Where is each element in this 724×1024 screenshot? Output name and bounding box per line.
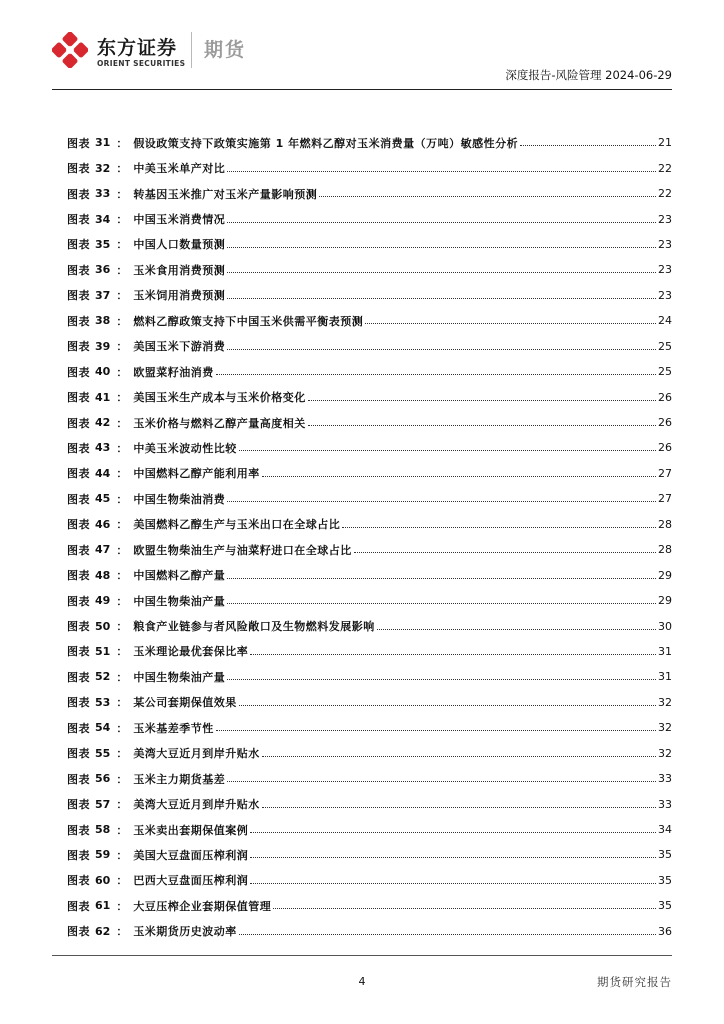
figure-number: 47 [95,543,111,557]
page-ref: 36 [658,924,672,938]
toc-entry[interactable] [67,130,672,155]
toc-entry[interactable] [67,232,672,257]
brand-sub-label: 期货 [204,39,247,61]
figure-label: 图表 [67,772,90,786]
separator: ： [116,594,128,608]
figure-number: 51 [95,644,111,658]
page-ref: 23 [658,237,672,251]
page-ref: 27 [658,492,672,506]
figure-title: 粮食产业链参与者风险敞口及生物燃料发展影响 [133,620,375,634]
dot-leader [308,400,656,401]
figure-number: 37 [95,288,111,302]
toc-entry[interactable] [67,308,672,333]
separator: ： [116,823,128,837]
toc-entry[interactable] [67,664,672,689]
figure-label: 图表 [67,467,90,481]
dot-leader [227,781,656,782]
dot-leader [273,908,656,909]
figure-number: 43 [95,441,111,455]
toc-entry[interactable] [67,893,672,918]
figure-label: 图表 [67,416,90,430]
toc-entry[interactable] [67,562,672,587]
figure-label: 图表 [67,543,90,557]
figure-title: 中国人口数量预测 [133,238,226,252]
dot-leader [250,883,656,884]
report-type-date: 深度报告-风险管理 2024-06-29 [505,68,672,82]
figure-number: 32 [95,161,111,175]
figure-title: 假设政策支持下政策实施第 1 年燃料乙醇对玉米消费量（万吨）敏感性分析 [133,136,519,150]
figure-list [67,130,672,944]
figure-label: 图表 [67,492,90,506]
figure-label: 图表 [67,314,90,328]
page-ref: 31 [658,670,672,684]
toc-entry[interactable] [67,842,672,867]
separator: ： [116,798,128,812]
figure-number: 45 [95,492,111,506]
dot-leader [227,349,656,350]
figure-number: 53 [95,695,111,709]
figure-title: 玉米价格与燃料乙醇产量高度相关 [133,416,306,430]
toc-entry[interactable] [67,155,672,180]
page-ref: 25 [658,365,672,379]
figure-label: 图表 [67,213,90,227]
figure-number: 41 [95,390,111,404]
dot-leader [354,552,656,553]
toc-entry[interactable] [67,919,672,944]
figure-title: 中国生物柴油消费 [133,492,226,506]
header-rule [52,89,672,90]
toc-entry[interactable] [67,868,672,893]
separator: ： [116,187,128,201]
page-ref: 28 [658,543,672,557]
separator: ： [116,441,128,455]
separator: ： [116,162,128,176]
dot-leader [227,578,656,579]
figure-number: 34 [95,212,111,226]
figure-label: 图表 [67,874,90,888]
figure-number: 48 [95,568,111,582]
figure-label: 图表 [67,263,90,277]
figure-title: 玉米理论最优套保比率 [133,645,249,659]
toc-entry[interactable] [67,817,672,842]
figure-label: 图表 [67,136,90,150]
figure-label: 图表 [67,340,90,354]
page-ref: 28 [658,517,672,531]
toc-entry[interactable] [67,588,672,613]
toc-entry[interactable] [67,512,672,537]
figure-label: 图表 [67,721,90,735]
figure-title: 欧盟生物柴油生产与油菜籽进口在全球占比 [133,543,352,557]
separator: ： [116,772,128,786]
dot-leader [227,272,656,273]
separator: ： [116,569,128,583]
page-ref: 30 [658,619,672,633]
separator: ： [116,365,128,379]
separator: ： [116,543,128,557]
brand-name-en: ORIENT SECURITIES [97,59,186,68]
dot-leader [227,247,656,248]
separator: ： [116,289,128,303]
dot-leader [227,171,656,172]
separator: ： [116,136,128,150]
page-ref: 22 [658,187,672,201]
toc-entry[interactable] [67,613,672,638]
separator: ： [116,848,128,862]
figure-number: 35 [95,237,111,251]
figure-title: 燃料乙醇政策支持下中国玉米供需平衡表预测 [133,314,364,328]
dot-leader [308,425,656,426]
page-ref: 26 [658,441,672,455]
toc-entry[interactable] [67,537,672,562]
separator: ： [116,620,128,634]
footer-label: 期货研究报告 [597,975,672,989]
dot-leader [239,450,656,451]
brand-name-cn: 东方证券 [97,37,178,59]
dot-leader [227,298,656,299]
figure-number: 57 [95,797,111,811]
page-ref: 26 [658,390,672,404]
figure-title: 玉米卖出套期保值案例 [133,823,249,837]
separator: ： [116,391,128,405]
dot-leader [227,679,656,680]
figure-label: 图表 [67,848,90,862]
figure-label: 图表 [67,441,90,455]
figure-label: 图表 [67,391,90,405]
figure-title: 美湾大豆近月到岸升贴水 [133,798,260,812]
dot-leader [520,145,656,146]
figure-title: 中国生物柴油产量 [133,594,226,608]
page-ref: 23 [658,212,672,226]
page-ref: 32 [658,695,672,709]
figure-title: 中美玉米单产对比 [133,162,226,176]
figure-title: 某公司套期保值效果 [133,696,237,710]
dot-leader [262,476,656,477]
toc-entry[interactable] [67,435,672,460]
dot-leader [319,196,656,197]
separator: ： [116,925,128,939]
page-ref: 32 [658,721,672,735]
dot-leader [216,730,656,731]
figure-number: 33 [95,187,111,201]
figure-title: 美国玉米下游消费 [133,340,226,354]
figure-label: 图表 [67,823,90,837]
figure-label: 图表 [67,747,90,761]
dot-leader [262,807,656,808]
separator: ： [116,696,128,710]
toc-entry[interactable] [67,690,672,715]
separator: ： [116,416,128,430]
toc-entry[interactable] [67,741,672,766]
toc-entry[interactable] [67,334,672,359]
figure-number: 59 [95,848,111,862]
toc-entry[interactable] [67,410,672,435]
figure-title: 美湾大豆近月到岸升贴水 [133,747,260,761]
page-ref: 35 [658,899,672,913]
figure-title: 玉米期货历史波动率 [133,925,237,939]
dot-leader [262,756,656,757]
page-ref: 27 [658,466,672,480]
figure-label: 图表 [67,365,90,379]
toc-entry[interactable] [67,715,672,740]
figure-title: 中国燃料乙醇产能利用率 [133,467,260,481]
figure-number: 46 [95,517,111,531]
figure-title: 中国燃料乙醇产量 [133,569,226,583]
figure-title: 中国玉米消费情况 [133,213,226,227]
dot-leader [342,527,656,528]
separator: ： [116,747,128,761]
figure-label: 图表 [67,162,90,176]
page-ref: 32 [658,746,672,760]
toc-entry[interactable] [67,766,672,791]
separator: ： [116,238,128,252]
page-ref: 31 [658,644,672,658]
figure-number: 58 [95,823,111,837]
figure-label: 图表 [67,645,90,659]
dot-leader [250,832,656,833]
toc-entry[interactable] [67,257,672,282]
separator: ： [116,263,128,277]
figure-number: 36 [95,263,111,277]
separator: ： [116,874,128,888]
toc-entry[interactable] [67,384,672,409]
dot-leader [239,705,656,706]
page-ref: 29 [658,568,672,582]
toc-entry[interactable] [67,181,672,206]
orient-securities-logo-icon [52,32,88,68]
dot-leader [227,501,656,502]
figure-number: 52 [95,670,111,684]
figure-title: 玉米饲用消费预测 [133,289,226,303]
figure-label: 图表 [67,670,90,684]
figure-label: 图表 [67,798,90,812]
page-ref: 35 [658,873,672,887]
separator: ： [116,213,128,227]
toc-entry[interactable] [67,639,672,664]
separator: ： [116,492,128,506]
separator: ： [116,314,128,328]
page-ref: 33 [658,797,672,811]
figure-title: 玉米食用消费预测 [133,263,226,277]
figure-title: 中美玉米波动性比较 [133,441,237,455]
figure-label: 图表 [67,289,90,303]
figure-number: 50 [95,619,111,633]
page-ref: 22 [658,161,672,175]
figure-number: 62 [95,924,111,938]
figure-label: 图表 [67,569,90,583]
figure-number: 55 [95,746,111,760]
page-ref: 24 [658,314,672,328]
toc-entry[interactable] [67,283,672,308]
figure-number: 60 [95,873,111,887]
toc-entry[interactable] [67,359,672,384]
separator: ： [116,467,128,481]
figure-title: 巴西大豆盘面压榨利润 [133,874,249,888]
figure-label: 图表 [67,925,90,939]
figure-number: 54 [95,721,111,735]
separator: ： [116,670,128,684]
figure-title: 玉米基差季节性 [133,721,214,735]
figure-title: 玉米主力期货基差 [133,772,226,786]
dot-leader [250,654,656,655]
figure-label: 图表 [67,620,90,634]
dot-leader [377,629,656,630]
figure-number: 61 [95,899,111,913]
figure-title: 欧盟菜籽油消费 [133,365,214,379]
toc-entry[interactable] [67,206,672,231]
page-ref: 23 [658,263,672,277]
figure-number: 56 [95,772,111,786]
figure-title: 美国玉米生产成本与玉米价格变化 [133,391,306,405]
figure-number: 31 [95,136,111,150]
figure-number: 40 [95,365,111,379]
figure-title: 转基因玉米推广对玉米产量影响预测 [133,187,318,201]
figure-number: 38 [95,314,111,328]
dot-leader [239,934,656,935]
figure-label: 图表 [67,594,90,608]
figure-title: 美国燃料乙醇生产与玉米出口在全球占比 [133,518,341,532]
separator: ： [116,899,128,913]
figure-number: 42 [95,416,111,430]
figure-number: 49 [95,594,111,608]
figure-number: 39 [95,339,111,353]
page-ref: 23 [658,288,672,302]
figure-title: 大豆压榨企业套期保值管理 [133,899,272,913]
page-ref: 35 [658,848,672,862]
separator: ： [116,721,128,735]
page-ref: 29 [658,594,672,608]
figure-title: 美国大豆盘面压榨利润 [133,848,249,862]
page-ref: 25 [658,339,672,353]
figure-number: 44 [95,466,111,480]
figure-title: 中国生物柴油产量 [133,670,226,684]
header-divider [191,32,192,68]
figure-label: 图表 [67,899,90,913]
dot-leader [365,323,656,324]
dot-leader [227,222,656,223]
page-number: 4 [358,975,366,988]
dot-leader [227,603,656,604]
separator: ： [116,645,128,659]
page-ref: 34 [658,823,672,837]
separator: ： [116,340,128,354]
dot-leader [250,857,656,858]
page-ref: 26 [658,416,672,430]
toc-entry[interactable] [67,461,672,486]
footer-rule [52,955,672,956]
toc-entry[interactable] [67,791,672,816]
figure-label: 图表 [67,187,90,201]
figure-label: 图表 [67,518,90,532]
dot-leader [216,374,656,375]
page-ref: 33 [658,772,672,786]
figure-label: 图表 [67,696,90,710]
toc-entry[interactable] [67,486,672,511]
separator: ： [116,518,128,532]
page-ref: 21 [658,136,672,150]
figure-label: 图表 [67,238,90,252]
